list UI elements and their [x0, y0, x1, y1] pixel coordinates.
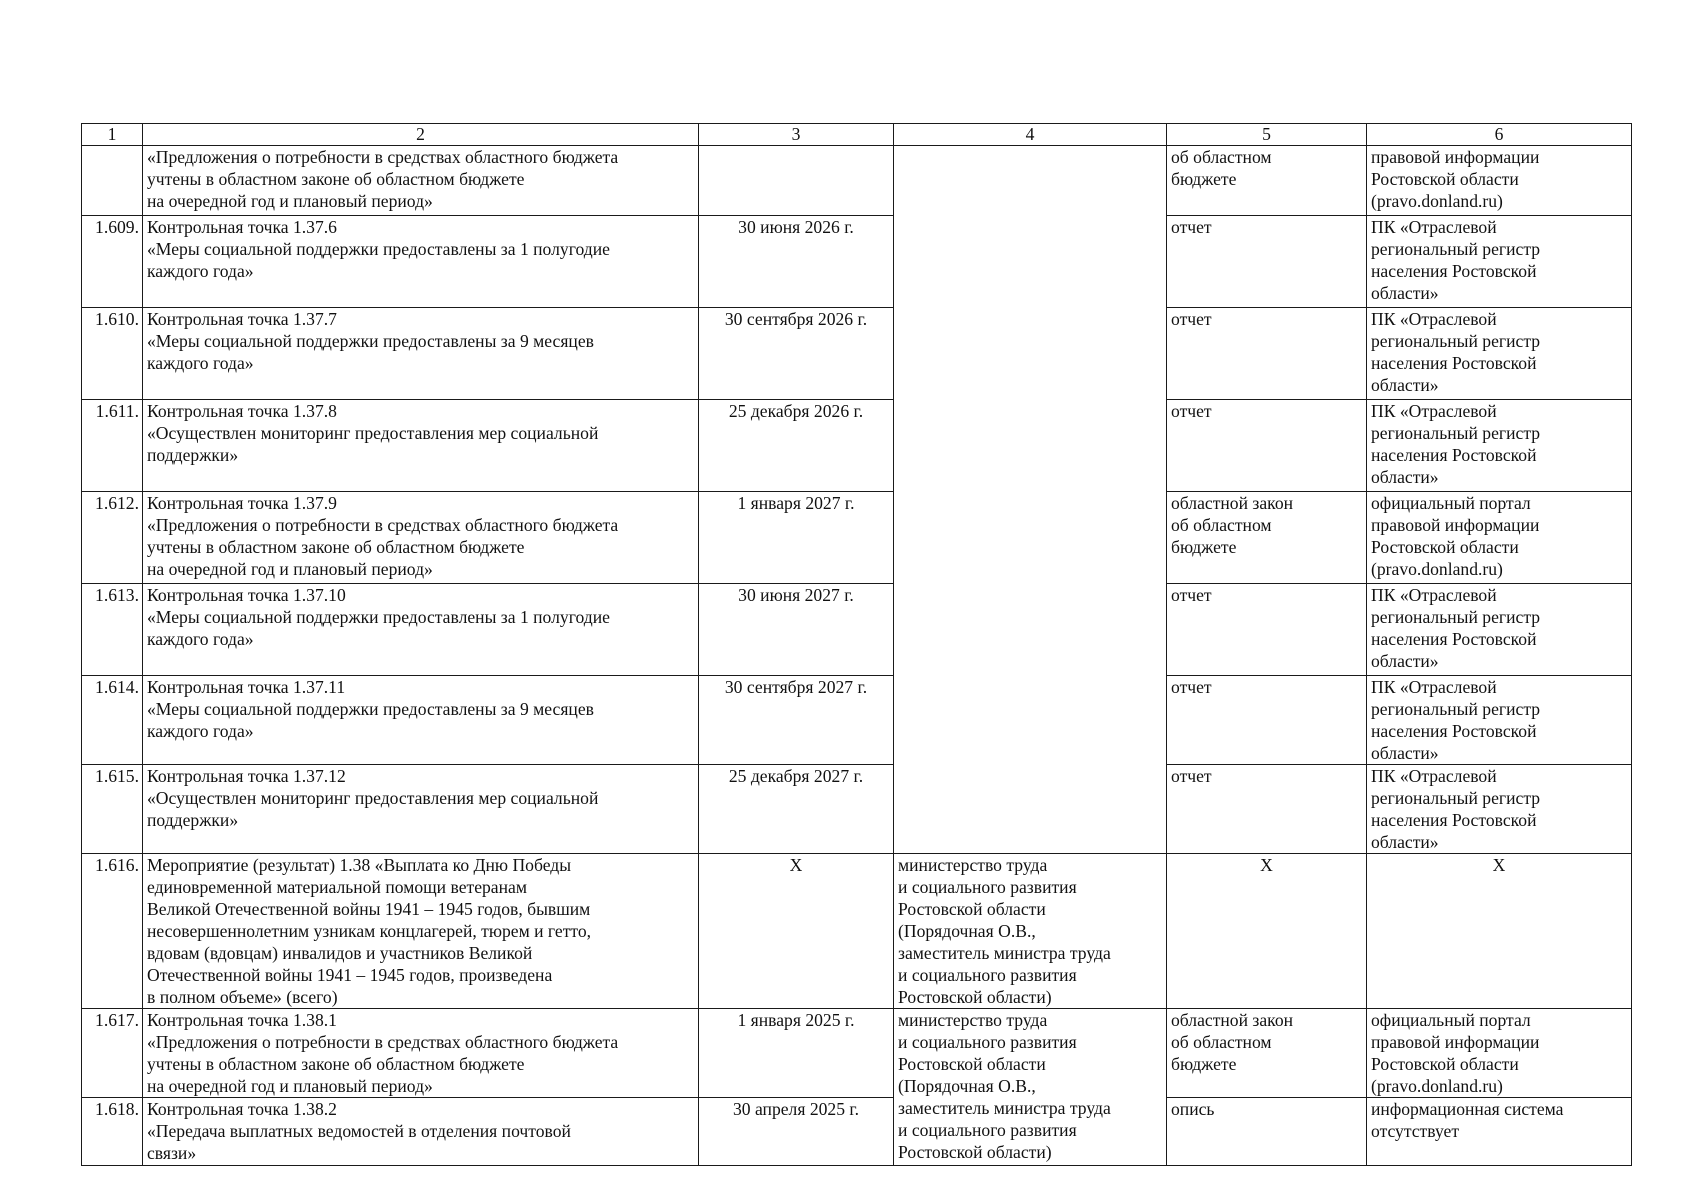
- row-document: отчет: [1167, 765, 1367, 854]
- row-name: Контрольная точка 1.37.8 «Осуществлен мониторинг предоставления мер социальной поддержки»: [143, 400, 699, 492]
- row-info-system: информационная система отсутствует: [1367, 1098, 1632, 1166]
- row-document: отчет: [1167, 308, 1367, 400]
- row-name: Контрольная точка 1.38.1 «Предложения о потребности в средствах областного бюджета учтены в областном законе об областном бюджете на очередной год и плановый период»: [143, 1009, 699, 1098]
- row-number: 1.609.: [82, 216, 143, 308]
- row-date: 1 января 2025 г.: [699, 1009, 894, 1098]
- row-date: 25 декабря 2026 г.: [699, 400, 894, 492]
- row-document: областной закон об областном бюджете: [1167, 1009, 1367, 1098]
- row-name: Контрольная точка 1.37.6 «Меры социальной поддержки предоставлены за 1 полугодие каждого года»: [143, 216, 699, 308]
- table-row: [82, 216, 1632, 308]
- row-date: 1 января 2027 г.: [699, 492, 894, 584]
- row-document: областной закон об областном бюджете: [1167, 492, 1367, 584]
- row-number: 1.615.: [82, 765, 143, 854]
- row-date: [699, 146, 894, 216]
- row-info-system: ПК «Отраслевой региональный регистр населения Ростовской области»: [1367, 400, 1632, 492]
- row-info-system: ПК «Отраслевой региональный регистр населения Ростовской области»: [1367, 584, 1632, 676]
- row-number: 1.614.: [82, 676, 143, 765]
- row-name: Контрольная точка 1.38.2 «Передача выплатных ведомостей в отделения почтовой связи»: [143, 1098, 699, 1166]
- row-info-system: ПК «Отраслевой региональный регистр населения Ростовской области»: [1367, 216, 1632, 308]
- table-row: [82, 400, 1632, 492]
- row-document: об областном бюджете: [1167, 146, 1367, 216]
- row-info-system: правовой информации Ростовской области (pravo.donland.ru): [1367, 146, 1632, 216]
- table-row: [82, 584, 1632, 676]
- row-document: отчет: [1167, 216, 1367, 308]
- row-responsible: министерство труда и социального развития Ростовской области (Порядочная О.В., заместитель министра труда и социального развития Ростовской области): [894, 854, 1167, 1009]
- row-document: отчет: [1167, 584, 1367, 676]
- table-row: [82, 1098, 1632, 1166]
- row-number: 1.616.: [82, 854, 143, 1009]
- row-document: отчет: [1167, 400, 1367, 492]
- row-date: 30 сентября 2026 г.: [699, 308, 894, 400]
- row-name: Контрольная точка 1.37.11 «Меры социальной поддержки предоставлены за 9 месяцев каждого года»: [143, 676, 699, 765]
- row-info-system: ПК «Отраслевой региональный регистр населения Ростовской области»: [1367, 676, 1632, 765]
- row-number: 1.612.: [82, 492, 143, 584]
- row-name: Контрольная точка 1.37.9 «Предложения о потребности в средствах областного бюджета учтены в областном законе об областном бюджете на очередной год и плановый период»: [143, 492, 699, 584]
- row-date: 30 июня 2026 г.: [699, 216, 894, 308]
- row-number: 1.610.: [82, 308, 143, 400]
- column-header: 4: [894, 124, 1167, 146]
- row-date: Х: [699, 854, 894, 1009]
- row-date: 30 июня 2027 г.: [699, 584, 894, 676]
- row-number: 1.617.: [82, 1009, 143, 1098]
- row-name: Контрольная точка 1.37.7 «Меры социальной поддержки предоставлены за 9 месяцев каждого года»: [143, 308, 699, 400]
- row-date: 30 сентября 2027 г.: [699, 676, 894, 765]
- table-row: [82, 308, 1632, 400]
- column-header: 5: [1167, 124, 1367, 146]
- row-info-system: ПК «Отраслевой региональный регистр населения Ростовской области»: [1367, 765, 1632, 854]
- column-header: 1: [82, 124, 143, 146]
- row-info-system: Х: [1367, 854, 1632, 1009]
- row-number: [82, 146, 143, 216]
- table-row: [82, 765, 1632, 854]
- row-date: 25 декабря 2027 г.: [699, 765, 894, 854]
- row-responsible-merged: министерство труда и социального развития Ростовской области (Порядочная О.В., заместитель министра труда и социального развития Ростовской области): [894, 1009, 1167, 1166]
- row-info-system: официальный портал правовой информации Ростовской области (pravo.donland.ru): [1367, 1009, 1632, 1098]
- row-responsible-merged: [894, 146, 1167, 854]
- row-document: отчет: [1167, 676, 1367, 765]
- table-header-row: [82, 124, 1632, 146]
- row-number: 1.613.: [82, 584, 143, 676]
- column-header: 6: [1367, 124, 1632, 146]
- table-row: [82, 492, 1632, 584]
- column-header: 2: [143, 124, 699, 146]
- row-name: Контрольная точка 1.37.10 «Меры социальной поддержки предоставлены за 1 полугодие каждого года»: [143, 584, 699, 676]
- column-header: 3: [699, 124, 894, 146]
- row-info-system: официальный портал правовой информации Ростовской области (pravo.donland.ru): [1367, 492, 1632, 584]
- table-row: [82, 854, 1632, 1009]
- document-page: [81, 123, 1632, 1166]
- table-row: [82, 676, 1632, 765]
- row-date: 30 апреля 2025 г.: [699, 1098, 894, 1166]
- row-info-system: ПК «Отраслевой региональный регистр населения Ростовской области»: [1367, 308, 1632, 400]
- table-row: [82, 1009, 1632, 1098]
- table-row: [82, 146, 1632, 216]
- plan-table: [81, 123, 1632, 1166]
- row-document: Х: [1167, 854, 1367, 1009]
- row-document: опись: [1167, 1098, 1367, 1166]
- row-name: «Предложения о потребности в средствах областного бюджета учтены в областном законе об областном бюджете на очередной год и плановый период»: [143, 146, 699, 216]
- row-name: Контрольная точка 1.37.12 «Осуществлен мониторинг предоставления мер социальной поддержки»: [143, 765, 699, 854]
- row-number: 1.611.: [82, 400, 143, 492]
- row-number: 1.618.: [82, 1098, 143, 1166]
- row-name: Мероприятие (результат) 1.38 «Выплата ко Дню Победы единовременной материальной помощи ветеранам Великой Отечественной войны 1941 – 1945 годов, бывшим несовершеннолетним узникам концлагерей, тюрем и гетто, вдовам (вдовцам) инвалидов и участников Великой Отечественной войны 1941 – 1945 годов, произведена в полном объеме» (всего): [143, 854, 699, 1009]
